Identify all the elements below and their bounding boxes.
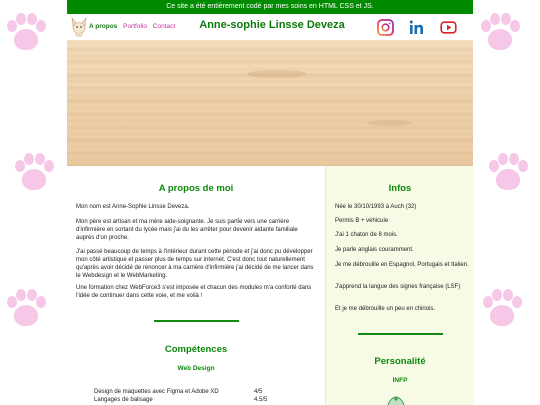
skill-label: Langages de balisage (94, 397, 153, 403)
paw-print-decoration (4, 288, 48, 332)
info-item: Née le 30/10/1993 à Auch (32) (335, 204, 417, 210)
youtube-icon[interactable] (440, 19, 457, 36)
skills-subheading: Web Design (177, 365, 215, 372)
info-item: J'apprend la langue des signes française (LSF) (335, 284, 461, 290)
infos-heading: Infos (388, 183, 412, 194)
about-paragraph: Mon nom est Anne-Sophie Linsse Deveza. (76, 204, 190, 210)
main-content (67, 166, 325, 405)
site-header (67, 14, 473, 41)
skills-heading: Compétences (164, 344, 228, 355)
personality-illustration-icon (378, 395, 414, 405)
info-item: Permis B + véhicule (335, 218, 389, 224)
personality-type: INFP (392, 377, 408, 384)
skill-row (94, 397, 314, 403)
about-paragraph: Mon père est artisan et ma mère aide-soignante. Je suis partie vers une carrière d'infirmière en sortant du lycée mais j'ai du les arrêter pour devenir aidante familiale auprès d'un proche. (76, 219, 298, 241)
info-item: J'ai 1 chaton de 8 mois. (335, 232, 398, 238)
paw-print-decoration (4, 12, 48, 56)
about-paragraph: Une formation chez WebForce3 s'est imposée et chacun des modules m'a conforté dans l'idée de continuer dans cette voie, et me voilà ! (76, 285, 312, 299)
personality-heading: Personalité (374, 356, 426, 367)
nav-item-a-propos[interactable]: A propos (89, 23, 118, 30)
skill-label: Design de maquettes avec Figma et Adobe XD (94, 389, 219, 395)
section-divider (154, 320, 239, 322)
instagram-icon[interactable] (377, 19, 394, 36)
about-paragraph: J'ai passé beaucoup de temps à l'intérieur durant cette période et j'ai donc pu développer mon côté artistique et passer plus de temps sur internet. C'est donc tout naturellement qu'après avoir décidé de renoncer à ma carrière d'infirmière j'ai décidé de me lancer dans le Webdesign et le WebMarketing. (76, 249, 314, 279)
info-sidebar (325, 166, 474, 405)
nav-item-portfolio[interactable]: Portfolio (123, 23, 147, 30)
nav-item-contact[interactable]: Contact (152, 23, 176, 30)
top-banner: Ce site a été entièrement codé par mes soins en HTML CSS et JS. (67, 0, 473, 14)
fox-logo-icon[interactable] (70, 17, 88, 37)
linkedin-icon[interactable] (408, 19, 425, 36)
main-nav (89, 23, 179, 30)
paw-print-decoration (478, 12, 522, 56)
about-heading: A propos de moi (158, 183, 234, 194)
paw-print-decoration (12, 152, 56, 196)
hero-wood-image (67, 40, 473, 166)
site-title: Anne-sophie Linsse Deveza (199, 19, 345, 31)
section-divider (358, 333, 443, 335)
paw-print-decoration (480, 288, 524, 332)
skill-row (94, 389, 314, 395)
paw-print-decoration (486, 152, 530, 196)
skill-score: 4.5/5 (254, 397, 268, 403)
info-item: Je parle anglais couramment. (335, 247, 414, 253)
info-item: Et je me débrouille un peu en chinois. (335, 306, 436, 312)
info-item: Je me débrouille en Espagnol, Portugais et Italien. (335, 262, 469, 268)
skill-score: 4/5 (254, 389, 263, 395)
